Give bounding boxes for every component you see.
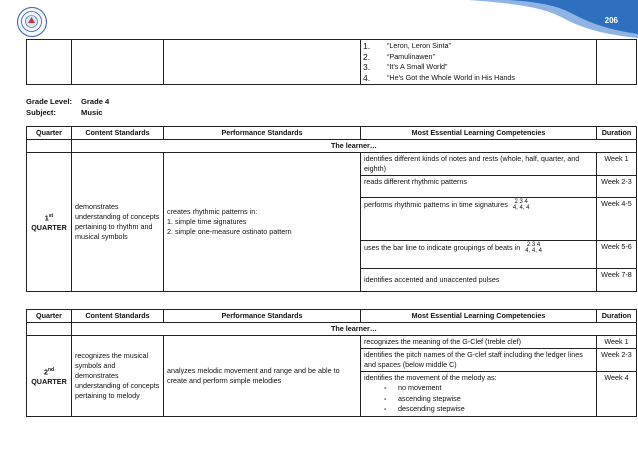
song-item: 4. “He’s Got the Whole World in His Hands xyxy=(363,72,515,83)
competency-row: identifies the pitch names of the G-clef staff including the ledger lines and spaces (below middle C) xyxy=(361,349,597,372)
duration-cell: Week 4 xyxy=(597,372,637,417)
q1-table xyxy=(26,126,637,292)
movement-list xyxy=(364,383,593,415)
duration-cell: Week 1 xyxy=(597,153,637,176)
header-duration: Duration xyxy=(597,310,637,323)
content-standard: demonstrates understanding of concepts pertaining to rhythm and musical symbols xyxy=(72,153,164,292)
song-item: 2. “Pamulinawen” xyxy=(363,51,435,62)
subject-label: Subject: xyxy=(26,108,56,117)
cell-empty xyxy=(27,323,72,336)
cell-empty xyxy=(72,40,164,85)
q2-table xyxy=(26,309,637,417)
header-content-standards: Content Standards xyxy=(72,310,164,323)
learner-heading: The learner… xyxy=(72,323,637,336)
list-item: - descending stepwise xyxy=(384,404,593,415)
competency-row: identifies accented and unaccented pulses xyxy=(361,269,597,292)
header-quarter: Quarter xyxy=(27,310,72,323)
song-item: 1. “Leron, Leron Sinta” xyxy=(363,41,451,51)
competency-row: identifies different kinds of notes and rests (whole, half, quarter, and eighth) xyxy=(361,153,597,176)
performance-standard: creates rhythmic patterns in: 1. simple time signatures 2. simple one-measure ostinato pattern xyxy=(164,153,361,292)
learner-heading: The learner… xyxy=(72,140,637,153)
song-list xyxy=(363,41,593,83)
deped-seal-logo xyxy=(17,7,47,37)
quarter-label: 1st QUARTER xyxy=(27,153,72,292)
competency-row: reads different rhythmic patterns xyxy=(361,176,597,198)
time-signature-marks: 2 3 4 4, 4, 4 xyxy=(525,242,542,254)
performance-standard: analyzes melodic movement and range and be able to create and perform simple melodies xyxy=(164,336,361,417)
cell-empty xyxy=(27,40,72,85)
grade-level-value: Grade 4 xyxy=(81,97,110,106)
competency-row: uses the bar line to indicate groupings of beats in 2 3 4 4, 4, 4 xyxy=(361,241,597,269)
duration-cell: Week 2-3 xyxy=(597,176,637,198)
duration-cell: Week 1 xyxy=(597,336,637,349)
competency-row: identifies the movement of the melody as: - no movement - ascending stepwise - descending stepwise xyxy=(361,372,597,417)
duration-cell: Week 4-5 xyxy=(597,198,637,241)
quarter-label: 2nd QUARTER xyxy=(27,336,72,417)
header-content-standards: Content Standards xyxy=(72,127,164,140)
duration-cell: Week 2-3 xyxy=(597,349,637,372)
grade-level-label: Grade Level: xyxy=(26,97,73,106)
cell-empty xyxy=(164,40,361,85)
time-signature-marks: 2 3 4 4, 4, 4 xyxy=(512,199,530,211)
header-competencies: Most Essential Learning Competencies xyxy=(361,310,597,323)
header-quarter: Quarter xyxy=(27,127,72,140)
grade-level-line xyxy=(26,97,109,106)
header-competencies: Most Essential Learning Competencies xyxy=(361,127,597,140)
duration-cell: Week 7-8 xyxy=(597,269,637,292)
header-performance-standards: Performance Standards xyxy=(164,310,361,323)
list-item: - no movement xyxy=(384,383,593,394)
competency-row: recognizes the meaning of the G-Clef (treble clef) xyxy=(361,336,597,349)
page-number: 206 xyxy=(604,16,618,25)
cell-empty xyxy=(27,140,72,153)
carryover-table xyxy=(26,39,637,85)
list-item: - ascending stepwise xyxy=(384,394,593,405)
header-performance-standards: Performance Standards xyxy=(164,127,361,140)
competency-row: performs rhythmic patterns in time signatures 2 3 4 4, 4, 4 xyxy=(361,198,597,241)
subject-value: Music xyxy=(81,108,103,117)
subject-line xyxy=(26,108,103,117)
cell-empty xyxy=(597,40,637,85)
duration-cell: Week 5-6 xyxy=(597,241,637,269)
song-item: 3. “It’s A Small World” xyxy=(363,62,448,72)
song-list-cell xyxy=(361,40,597,85)
header-duration: Duration xyxy=(597,127,637,140)
content-standard: recognizes the musical symbols and demonstrates understanding of concepts pertaining to melody xyxy=(72,336,164,417)
